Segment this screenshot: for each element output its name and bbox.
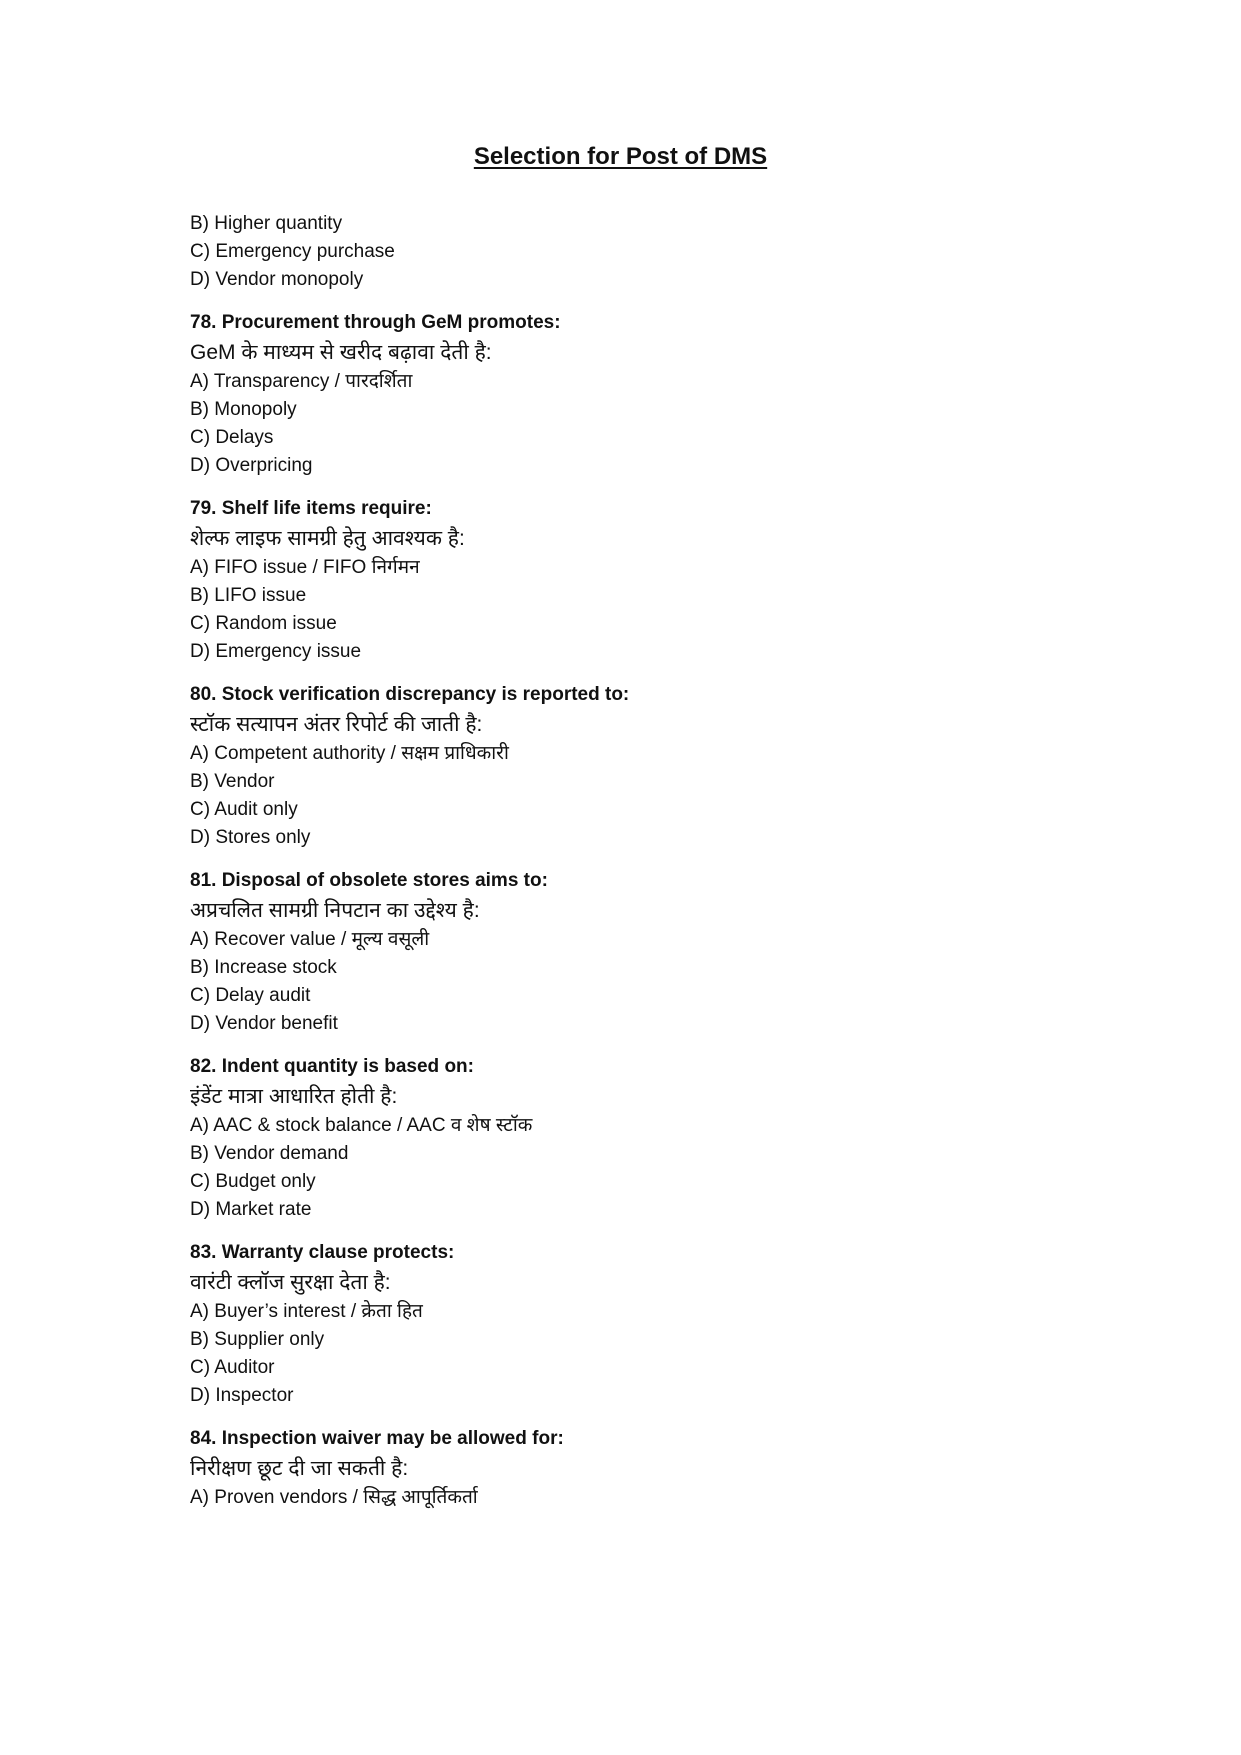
- option: D) Inspector: [190, 1385, 294, 1406]
- option: A) Transparency / पारदर्शिता: [190, 371, 413, 392]
- question-hindi: इंडेंट मात्रा आधारित होती है:: [190, 1085, 398, 1108]
- option: D) Emergency issue: [190, 641, 362, 662]
- option: D) Overpricing: [190, 455, 313, 476]
- page-title: Selection for Post of DMS: [473, 143, 768, 170]
- question-block: [190, 1425, 1090, 1512]
- question-hindi: निरीक्षण छूट दी जा सकती है:: [190, 1457, 409, 1480]
- question-block: [190, 495, 1090, 666]
- option: A) AAC & stock balance / AAC व शेष स्टॉक: [190, 1115, 533, 1136]
- option: A) Recover value / मूल्य वसूली: [190, 929, 430, 950]
- question-heading: 82. Indent quantity is based on:: [190, 1056, 474, 1077]
- option: B) Vendor: [190, 771, 275, 792]
- question-heading: 84. Inspection waiver may be allowed for:: [190, 1428, 564, 1449]
- question-heading: 83. Warranty clause protects:: [190, 1242, 455, 1263]
- question-hindi: वारंटी क्लॉज सुरक्षा देता है:: [190, 1271, 391, 1294]
- option: D) Vendor monopoly: [190, 269, 364, 290]
- option: B) Higher quantity: [190, 213, 343, 234]
- option: D) Stores only: [190, 827, 311, 848]
- question-heading: 78. Procurement through GeM promotes:: [190, 312, 561, 333]
- question-heading: 81. Disposal of obsolete stores aims to:: [190, 870, 548, 891]
- option: A) Competent authority / सक्षम प्राधिकारी: [190, 743, 509, 764]
- question-heading: 80. Stock verification discrepancy is reported to:: [190, 684, 630, 705]
- option: C) Delay audit: [190, 985, 311, 1006]
- question-hindi: स्टॉक सत्यापन अंतर रिपोर्ट की जाती है:: [190, 713, 483, 736]
- option: C) Random issue: [190, 613, 337, 634]
- option: B) Monopoly: [190, 399, 297, 420]
- question-hindi: शेल्फ लाइफ सामग्री हेतु आवश्यक है:: [190, 527, 465, 550]
- option: A) FIFO issue / FIFO निर्गमन: [190, 557, 420, 578]
- option: C) Audit only: [190, 799, 298, 820]
- option: D) Vendor benefit: [190, 1013, 338, 1034]
- option: C) Budget only: [190, 1171, 316, 1192]
- question-block: [190, 681, 1090, 852]
- question-hindi: अप्रचलित सामग्री निपटान का उद्देश्य है:: [190, 899, 480, 922]
- option: A) Proven vendors / सिद्ध आपूर्तिकर्ता: [190, 1487, 478, 1508]
- option: B) Vendor demand: [190, 1143, 349, 1164]
- question-hindi: GeM के माध्यम से खरीद बढ़ावा देती है:: [190, 341, 492, 364]
- question-list: [190, 210, 1090, 1512]
- option: C) Delays: [190, 427, 274, 448]
- question-block: [190, 867, 1090, 1038]
- leading-options: [190, 210, 1090, 294]
- question-heading: 79. Shelf life items require:: [190, 498, 432, 519]
- option: B) Increase stock: [190, 957, 337, 978]
- question-block: [190, 309, 1090, 480]
- option: D) Market rate: [190, 1199, 312, 1220]
- option: A) Buyer’s interest / क्रेता हित: [190, 1301, 423, 1322]
- question-block: [190, 1239, 1090, 1410]
- question-block: [190, 1053, 1090, 1224]
- option: C) Auditor: [190, 1357, 275, 1378]
- option: C) Emergency purchase: [190, 241, 395, 262]
- option: B) Supplier only: [190, 1329, 325, 1350]
- option: B) LIFO issue: [190, 585, 307, 606]
